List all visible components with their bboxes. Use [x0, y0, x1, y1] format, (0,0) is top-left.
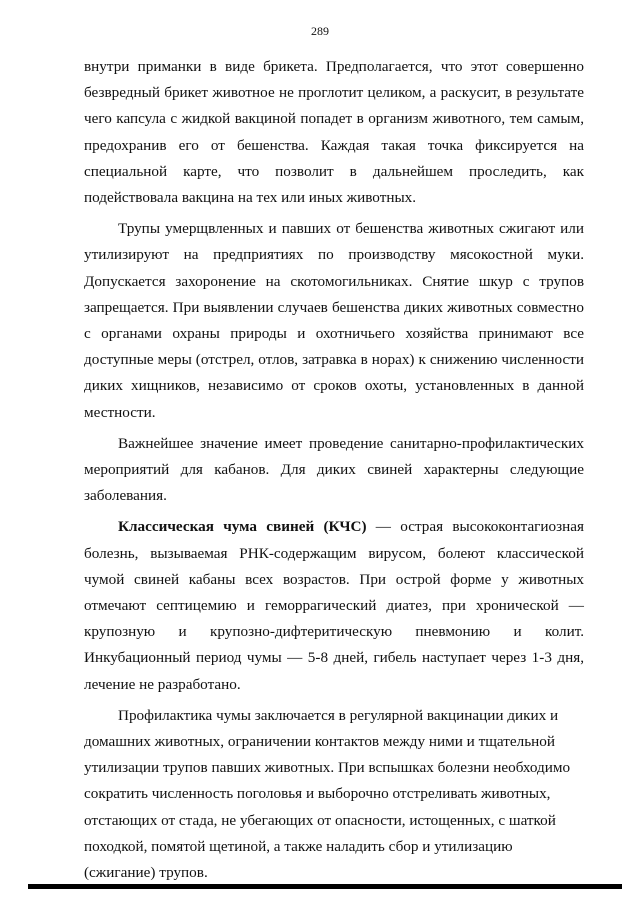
paragraph-vaccine-bait: внутри приманки в виде брикета. Предполагается, что этот совершенно безвредный брикет животное не проглотит целиком, а раскусит, в результате чего капсула с жидкой вакциной попадет в организм животного, тем самым, предохранив его от бешенства. Каждая такая точка фиксируется на специальной карте, что позволит в дальнейшем проследить, как подействовала вакцина на тех или иных животных.	[84, 58, 584, 207]
page-number: 289	[311, 24, 329, 38]
term-classical-swine-fever: Классическая чума свиней (КЧС)	[118, 518, 367, 536]
paragraph-fever-prevention: Профилактика чумы заключается в регулярной вакцинации диких и домашних животных, ограничении контактов между ними и тщательной утилизации трупов павших животных. При вспышках болезни необходимо сократить численность поголовья и выборочно отстреливать животных, отстающих от стада, не убегающих от опасности, истощенных, с шаткой походкой, помятой щетиной, а также наладить сбор и утилизацию (сжигание) трупов.	[84, 706, 571, 882]
page-body	[84, 54, 584, 891]
paragraph-carcass-disposal: Трупы умерщвленных и павших от бешенства животных сжигают или утилизируют на предприятиях по производству мясокостной муки. Допускается захоронение на скотомогильниках. Снятие шкур с трупов запрещается. При выявлении случаев бешенства диких животных совместно с органами охраны природы и охотничьего хозяйства принимают все доступные меры (отстрел, отлов, затравка в норах) к снижению численности диких хищников, независимо от сроков охоты, установленных в данной местности.	[84, 220, 584, 421]
paragraph-classical-swine-fever	[84, 514, 584, 697]
definition-classical-swine-fever: — острая высококонтагиозная болезнь, вызываемая РНК-содержащим вирусом, болеют классической чумой свиней кабаны всех возрастов. При острой форме у животных отмечают септицемию и геморрагический диатез, при хронической — крупозную и крупозно-дифтеритическую пневмонию и колит. Инкубационный период чумы — 5-8 дней, гибель наступает через 1-3 дня, лечение не разработано.	[84, 518, 584, 693]
paragraph-boar-prevention: Важнейшее значение имеет проведение санитарно-профилактических мероприятий для кабанов. Для диких свиней характерны следующие заболевания.	[84, 434, 584, 505]
bottom-rule	[28, 884, 622, 889]
